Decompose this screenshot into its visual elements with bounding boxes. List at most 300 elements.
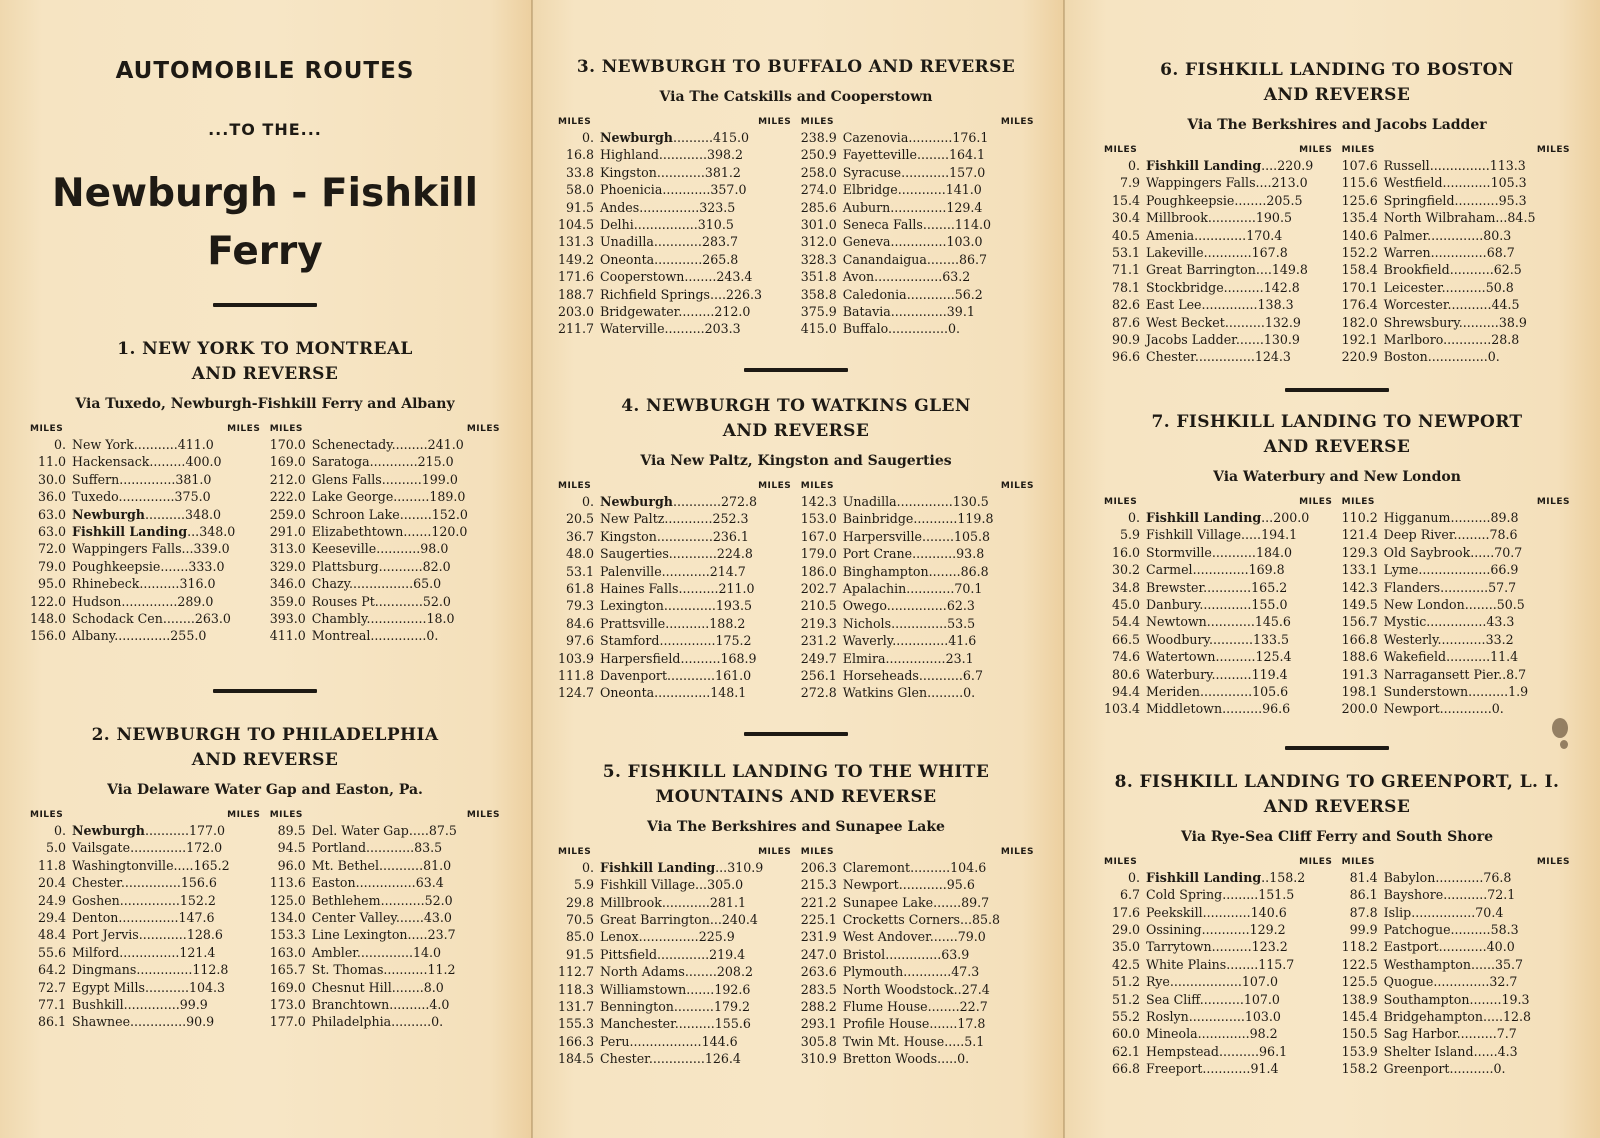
mileage-column-right xyxy=(801,481,1034,702)
table-row xyxy=(558,1050,791,1067)
route-section xyxy=(1104,58,1570,366)
table-row xyxy=(1342,666,1570,683)
table-row xyxy=(270,436,500,453)
dot-leader: .............. xyxy=(1188,1009,1245,1024)
miles-remaining: 213.0 xyxy=(1271,175,1308,191)
place-name: Wappingers Falls xyxy=(1146,175,1256,191)
dot-leader: .... xyxy=(1255,175,1272,191)
table-row xyxy=(1104,1060,1332,1077)
place-name: Kingston xyxy=(600,528,657,544)
miles-from: 91.5 xyxy=(565,199,594,215)
dot-leader: .............. xyxy=(119,471,176,487)
dot-leader: .................. xyxy=(1169,974,1242,990)
miles-from: 179.0 xyxy=(800,546,837,562)
miles-from: 138.9 xyxy=(1341,991,1378,1007)
place-name: Great Barrington xyxy=(1146,262,1256,278)
miles-remaining: 415.0 xyxy=(712,130,750,145)
miles-remaining: 400.0 xyxy=(185,454,222,470)
dot-leader: ............ xyxy=(1207,210,1256,226)
miles-from: 0. xyxy=(1127,158,1140,173)
dot-leader: .............. xyxy=(648,1051,705,1067)
table-row xyxy=(801,251,1034,268)
table-row xyxy=(30,926,260,943)
place-name: Bainbridge xyxy=(842,511,914,527)
place-name: Chazy xyxy=(311,576,350,592)
miles-from: 51.2 xyxy=(1111,991,1140,1007)
table-row xyxy=(30,523,260,540)
miles-remaining: 70.7 xyxy=(1494,544,1523,560)
dot-leader: .. xyxy=(1261,869,1270,885)
place-name: Shelter Island xyxy=(1383,1043,1474,1059)
miles-from: 15.4 xyxy=(1111,192,1140,208)
miles-from: 184.5 xyxy=(558,1051,595,1067)
table-row xyxy=(1342,348,1570,365)
route-heading-line-2: AND REVERSE xyxy=(191,749,339,770)
miles-remaining: 161.0 xyxy=(715,667,752,683)
place-name: Buffalo xyxy=(842,321,888,337)
place-name: North Wilbraham xyxy=(1383,210,1496,226)
dot-leader: ............ xyxy=(661,894,710,910)
dot-leader: ........... xyxy=(1211,544,1256,560)
miles-remaining: 252.3 xyxy=(712,511,749,527)
column-header xyxy=(558,481,791,493)
miles-remaining: 27.4 xyxy=(961,981,990,997)
fold-crease xyxy=(531,0,533,1138)
dot-leader: ............ xyxy=(1435,869,1484,885)
table-row xyxy=(30,961,260,978)
place-name: Seneca Falls xyxy=(842,217,923,233)
miles-from: 121.4 xyxy=(1341,527,1378,543)
table-row xyxy=(270,979,500,996)
table-row xyxy=(558,981,791,998)
table-row xyxy=(1342,279,1570,296)
table-row xyxy=(558,580,791,597)
miles-remaining: 8.0 xyxy=(423,979,444,995)
miles-remaining: 53.5 xyxy=(947,615,976,631)
place-name: Greenport xyxy=(1383,1061,1450,1077)
miles-remaining: 119.4 xyxy=(1251,666,1288,682)
dot-leader: .......... xyxy=(678,580,719,596)
miles-remaining: 144.6 xyxy=(701,1033,738,1049)
miles-remaining: 70.1 xyxy=(954,580,983,596)
miles-from: 149.2 xyxy=(558,251,595,267)
miles-remaining: 219.4 xyxy=(709,946,746,962)
place-name: Fayetteville xyxy=(842,147,917,163)
miles-remaining: 272.8 xyxy=(720,493,758,509)
place-name: Nichols xyxy=(842,615,892,631)
miles-remaining: 348.0 xyxy=(184,506,222,522)
miles-remaining: 236.1 xyxy=(712,528,749,544)
miles-from: 53.1 xyxy=(1111,245,1140,261)
miles-remaining: 168.9 xyxy=(720,650,757,666)
dot-leader: ........ xyxy=(162,611,195,627)
table-row xyxy=(1104,648,1332,665)
dot-leader: .................. xyxy=(1418,562,1491,578)
dot-leader: ....... xyxy=(929,1016,958,1032)
table-row xyxy=(30,575,260,592)
miles-remaining: 132.9 xyxy=(1264,314,1301,330)
table-row xyxy=(558,894,791,911)
cover-title-block xyxy=(30,58,500,281)
table-row xyxy=(270,627,500,644)
dot-leader: .............. xyxy=(123,996,180,1012)
table-row xyxy=(1104,921,1332,938)
miles-header: MILES xyxy=(558,117,592,127)
place-name: Worcester xyxy=(1383,297,1448,313)
miles-from: 70.5 xyxy=(565,911,594,927)
miles-from: 30.0 xyxy=(37,471,66,487)
miles-header: MILES xyxy=(466,809,500,820)
place-name: Del. Water Gap xyxy=(311,822,409,838)
dot-leader: ........... xyxy=(133,437,178,452)
place-name: Line Lexington xyxy=(311,927,408,943)
place-name: Carmel xyxy=(1146,562,1193,578)
miles-from: 34.8 xyxy=(1111,579,1140,595)
miles-remaining: 189.0 xyxy=(429,489,466,505)
table-row xyxy=(558,164,791,181)
miles-header: MILES xyxy=(30,809,64,820)
miles-remaining: 215.0 xyxy=(417,454,454,470)
place-name: Shrewsbury xyxy=(1383,314,1459,330)
miles-remaining: 84.5 xyxy=(1507,210,1536,226)
dot-leader: ................. xyxy=(874,269,943,285)
place-name: Bretton Woods xyxy=(842,1051,938,1067)
miles-from: 222.0 xyxy=(269,489,306,505)
miles-remaining: 192.6 xyxy=(714,981,751,997)
table-row xyxy=(801,320,1034,337)
miles-from: 58.0 xyxy=(565,182,594,198)
miles-remaining: 105.6 xyxy=(1252,683,1289,699)
miles-remaining: 203.3 xyxy=(704,321,741,337)
dot-leader: ............ xyxy=(654,251,703,267)
table-row xyxy=(270,944,500,961)
place-name: Schroon Lake xyxy=(311,506,400,522)
table-row xyxy=(801,146,1034,163)
miles-remaining: 147.6 xyxy=(178,909,215,925)
place-name: Waterville xyxy=(600,321,665,337)
place-name: Elbridge xyxy=(842,182,898,198)
table-row xyxy=(270,961,500,978)
column-header xyxy=(30,424,260,436)
place-name: Vailsgate xyxy=(72,840,131,856)
dot-leader: .............. xyxy=(121,593,178,609)
dot-leader: ........ xyxy=(1469,991,1502,1007)
miles-remaining: 398.2 xyxy=(706,147,744,163)
table-row xyxy=(558,320,791,337)
dot-leader: ........... xyxy=(144,822,189,838)
miles-from: 55.6 xyxy=(37,944,66,960)
miles-remaining: 172.0 xyxy=(186,840,223,856)
table-row xyxy=(270,540,500,557)
miles-from: 283.5 xyxy=(800,981,837,997)
place-name: Goshen xyxy=(72,892,120,908)
route-via: Via The Berkshires and Sunapee Lake xyxy=(647,818,945,835)
table-row xyxy=(558,510,791,527)
miles-remaining: 129.4 xyxy=(946,199,983,215)
miles-from: 191.3 xyxy=(1341,666,1378,682)
place-name: Southampton xyxy=(1383,991,1470,1007)
miles-remaining: 62.5 xyxy=(1493,262,1522,278)
table-row xyxy=(30,909,260,926)
miles-from: 171.6 xyxy=(558,269,595,285)
miles-from: 272.8 xyxy=(800,685,837,701)
miles-from: 152.2 xyxy=(1341,245,1378,261)
place-name: Glens Falls xyxy=(311,471,382,487)
miles-remaining: 114.0 xyxy=(954,217,991,233)
miles-from: 96.0 xyxy=(277,857,306,873)
route-section xyxy=(558,55,1034,338)
place-name: Oneonta xyxy=(600,685,655,701)
table-row xyxy=(558,303,791,320)
miles-from: 170.1 xyxy=(1341,279,1378,295)
place-name: Andes xyxy=(600,199,640,215)
miles-from: 211.7 xyxy=(558,321,595,337)
table-row xyxy=(801,859,1034,876)
miles-remaining: 65.0 xyxy=(413,576,442,592)
miles-remaining: 165.2 xyxy=(193,857,230,873)
route-heading-line-1: 1. NEW YORK TO MONTREAL xyxy=(117,339,413,359)
miles-from: 220.9 xyxy=(1341,349,1378,365)
miles-from: 77.1 xyxy=(37,996,66,1012)
place-name: Danbury xyxy=(1146,596,1200,612)
table-row xyxy=(801,493,1034,510)
place-name: Middletown xyxy=(1146,701,1223,717)
mileage-column-left xyxy=(1104,857,1332,1078)
miles-from: 212.0 xyxy=(269,471,306,487)
miles-from: 5.0 xyxy=(45,840,66,856)
table-row xyxy=(801,894,1034,911)
place-name: Tuxedo xyxy=(72,489,119,505)
dot-leader: ............. xyxy=(1194,227,1247,243)
miles-header: MILES xyxy=(1341,856,1375,867)
route-heading-line-2: AND REVERSE xyxy=(1263,436,1411,457)
miles-header: MILES xyxy=(1536,496,1570,507)
route-via: Via Waterbury and New London xyxy=(1213,468,1461,485)
miles-from: 153.9 xyxy=(1341,1043,1378,1059)
mileage-column-left xyxy=(30,810,260,1031)
miles-from: 285.6 xyxy=(800,199,837,215)
table-row xyxy=(558,493,791,510)
table-row xyxy=(1104,596,1332,613)
miles-from: 359.0 xyxy=(269,593,306,609)
table-row xyxy=(558,597,791,614)
place-name: Flanders xyxy=(1383,579,1441,595)
miles-remaining: 17.8 xyxy=(957,1016,986,1032)
table-row xyxy=(1104,579,1332,596)
miles-remaining: 86.7 xyxy=(958,251,987,267)
table-row xyxy=(1342,331,1570,348)
miles-remaining: 63.2 xyxy=(942,269,971,285)
column-header xyxy=(270,810,500,822)
mileage-column-right xyxy=(801,847,1034,1068)
miles-from: 206.3 xyxy=(800,859,837,875)
place-name: Bridgewater xyxy=(600,304,679,320)
table-row xyxy=(801,876,1034,893)
dot-leader: .............. xyxy=(136,962,193,978)
table-row xyxy=(1104,991,1332,1008)
place-name: Old Saybrook xyxy=(1383,544,1471,560)
place-name: Hackensack xyxy=(72,454,150,470)
place-name: Hudson xyxy=(72,593,122,609)
place-name: Ossining xyxy=(1146,921,1202,937)
dot-leader: ............ xyxy=(897,182,946,198)
place-name: Peekskill xyxy=(1146,904,1203,920)
mileage-column-right xyxy=(1342,857,1570,1078)
place-name: Marlboro xyxy=(1383,332,1444,348)
table-row xyxy=(1104,348,1332,365)
table-row xyxy=(558,928,791,945)
dot-leader: ........ xyxy=(928,563,961,579)
miles-remaining: 0. xyxy=(431,1014,444,1030)
miles-remaining: 310.9 xyxy=(727,859,764,875)
miles-header: MILES xyxy=(1000,480,1034,491)
place-name: Fishkill Village xyxy=(1146,527,1242,543)
table-row xyxy=(801,216,1034,233)
place-name: West Andover xyxy=(842,929,930,945)
miles-from: 173.0 xyxy=(269,996,306,1012)
dot-leader: ............... xyxy=(885,650,946,666)
miles-remaining: 113.3 xyxy=(1489,158,1526,173)
route-section xyxy=(1104,410,1570,718)
miles-from: 20.5 xyxy=(565,511,594,527)
dot-leader: ........... xyxy=(379,857,424,873)
column-header xyxy=(1342,857,1570,869)
miles-from: 301.0 xyxy=(800,217,837,233)
table-row xyxy=(270,996,500,1013)
table-row xyxy=(270,909,500,926)
miles-from: 125.6 xyxy=(1341,192,1378,208)
column-header xyxy=(558,847,791,859)
place-name: Amenia xyxy=(1146,227,1195,243)
route-heading xyxy=(30,337,500,387)
miles-from: 163.0 xyxy=(269,944,306,960)
table-row xyxy=(558,946,791,963)
table-row xyxy=(270,523,500,540)
dot-leader: ......... xyxy=(391,437,428,452)
dot-leader: ........... xyxy=(665,615,710,631)
table-row xyxy=(801,684,1034,701)
miles-remaining: 0. xyxy=(1493,1061,1506,1077)
miles-from: 274.0 xyxy=(800,182,837,198)
dot-leader: ... xyxy=(1495,210,1508,226)
miles-from: 291.0 xyxy=(269,524,306,540)
miles-header: MILES xyxy=(1341,496,1375,507)
table-row xyxy=(1104,700,1332,717)
miles-remaining: 103.0 xyxy=(1244,1009,1281,1024)
place-name: St. Thomas xyxy=(311,962,384,978)
table-row xyxy=(1104,509,1332,526)
dot-leader: ............ xyxy=(1437,631,1486,647)
table-row xyxy=(801,303,1034,320)
table-row xyxy=(1342,561,1570,578)
table-row xyxy=(801,268,1034,285)
table-row xyxy=(270,926,500,943)
dot-leader: ............... xyxy=(1194,349,1255,365)
miles-from: 358.8 xyxy=(800,286,837,302)
miles-remaining: 93.8 xyxy=(956,546,985,562)
route-section xyxy=(1104,770,1570,1078)
dot-leader: ....... xyxy=(686,981,715,997)
divider-rule xyxy=(213,689,317,693)
table-row xyxy=(30,874,260,891)
miles-from: 103.9 xyxy=(558,650,595,666)
table-row xyxy=(558,615,791,632)
miles-header: MILES xyxy=(1299,856,1333,867)
miles-remaining: 212.0 xyxy=(714,304,751,320)
place-name: Jacobs Ladder xyxy=(1146,332,1236,348)
dot-leader: ............... xyxy=(355,875,416,891)
miles-remaining: 145.6 xyxy=(1254,614,1291,630)
place-name: Boston xyxy=(1383,349,1428,365)
table-row xyxy=(1104,1025,1332,1042)
column-header xyxy=(558,117,791,129)
table-row xyxy=(1342,296,1570,313)
miles-header: MILES xyxy=(1000,117,1034,127)
miles-from: 63.0 xyxy=(37,524,66,540)
miles-header: MILES xyxy=(1299,145,1333,155)
route-section xyxy=(30,337,500,645)
miles-remaining: 170.4 xyxy=(1246,227,1283,243)
miles-remaining: 141.0 xyxy=(945,182,982,198)
place-name: Batavia xyxy=(842,304,891,320)
place-name: Manchester xyxy=(600,1016,675,1032)
table-row xyxy=(270,488,500,505)
miles-from: 259.0 xyxy=(269,506,306,522)
place-name: Cold Spring xyxy=(1146,887,1223,903)
dot-leader: ............. xyxy=(657,946,710,962)
miles-from: 16.8 xyxy=(565,147,594,163)
table-row xyxy=(1342,596,1570,613)
route-heading-line-2: AND REVERSE xyxy=(722,420,870,441)
table-row xyxy=(270,874,500,891)
place-name: New Paltz xyxy=(600,511,665,527)
miles-from: 328.3 xyxy=(800,251,837,267)
table-row xyxy=(1342,509,1570,526)
place-name: Harpersville xyxy=(842,528,922,544)
place-name: Hempstead xyxy=(1146,1043,1219,1059)
dot-leader: ... xyxy=(1261,509,1274,525)
miles-remaining: 39.1 xyxy=(946,304,975,320)
miles-remaining: 104.3 xyxy=(188,979,226,995)
miles-from: 64.2 xyxy=(37,962,66,978)
place-name: Caledonia xyxy=(842,286,907,302)
route-via: Via Rye-Sea Cliff Ferry and South Shore xyxy=(1180,828,1494,845)
place-name: Elizabethtown xyxy=(311,524,404,540)
table-row xyxy=(30,822,260,839)
table-row xyxy=(558,911,791,928)
ink-stain xyxy=(1560,740,1568,749)
place-name: Avon xyxy=(842,269,875,285)
fold-crease xyxy=(1063,0,1065,1138)
dot-leader: ..... xyxy=(173,857,194,873)
miles-from: 66.8 xyxy=(1111,1061,1140,1077)
miles-header: MILES xyxy=(1104,856,1138,867)
miles-from: 156.0 xyxy=(30,628,67,644)
column-header xyxy=(270,424,500,436)
dot-leader: .............. xyxy=(890,199,947,215)
table-row xyxy=(1104,1008,1332,1025)
miles-from: 238.9 xyxy=(800,130,837,145)
dot-leader: .......... xyxy=(673,999,714,1014)
dot-leader: ............ xyxy=(672,493,721,509)
table-row xyxy=(801,286,1034,303)
miles-remaining: 4.3 xyxy=(1497,1043,1518,1059)
dot-leader: ........ xyxy=(399,506,432,522)
miles-header: MILES xyxy=(1536,856,1570,867)
place-name: Richfield Springs xyxy=(600,286,710,302)
dot-leader: ... xyxy=(181,541,194,557)
dot-leader: .............. xyxy=(885,946,942,962)
